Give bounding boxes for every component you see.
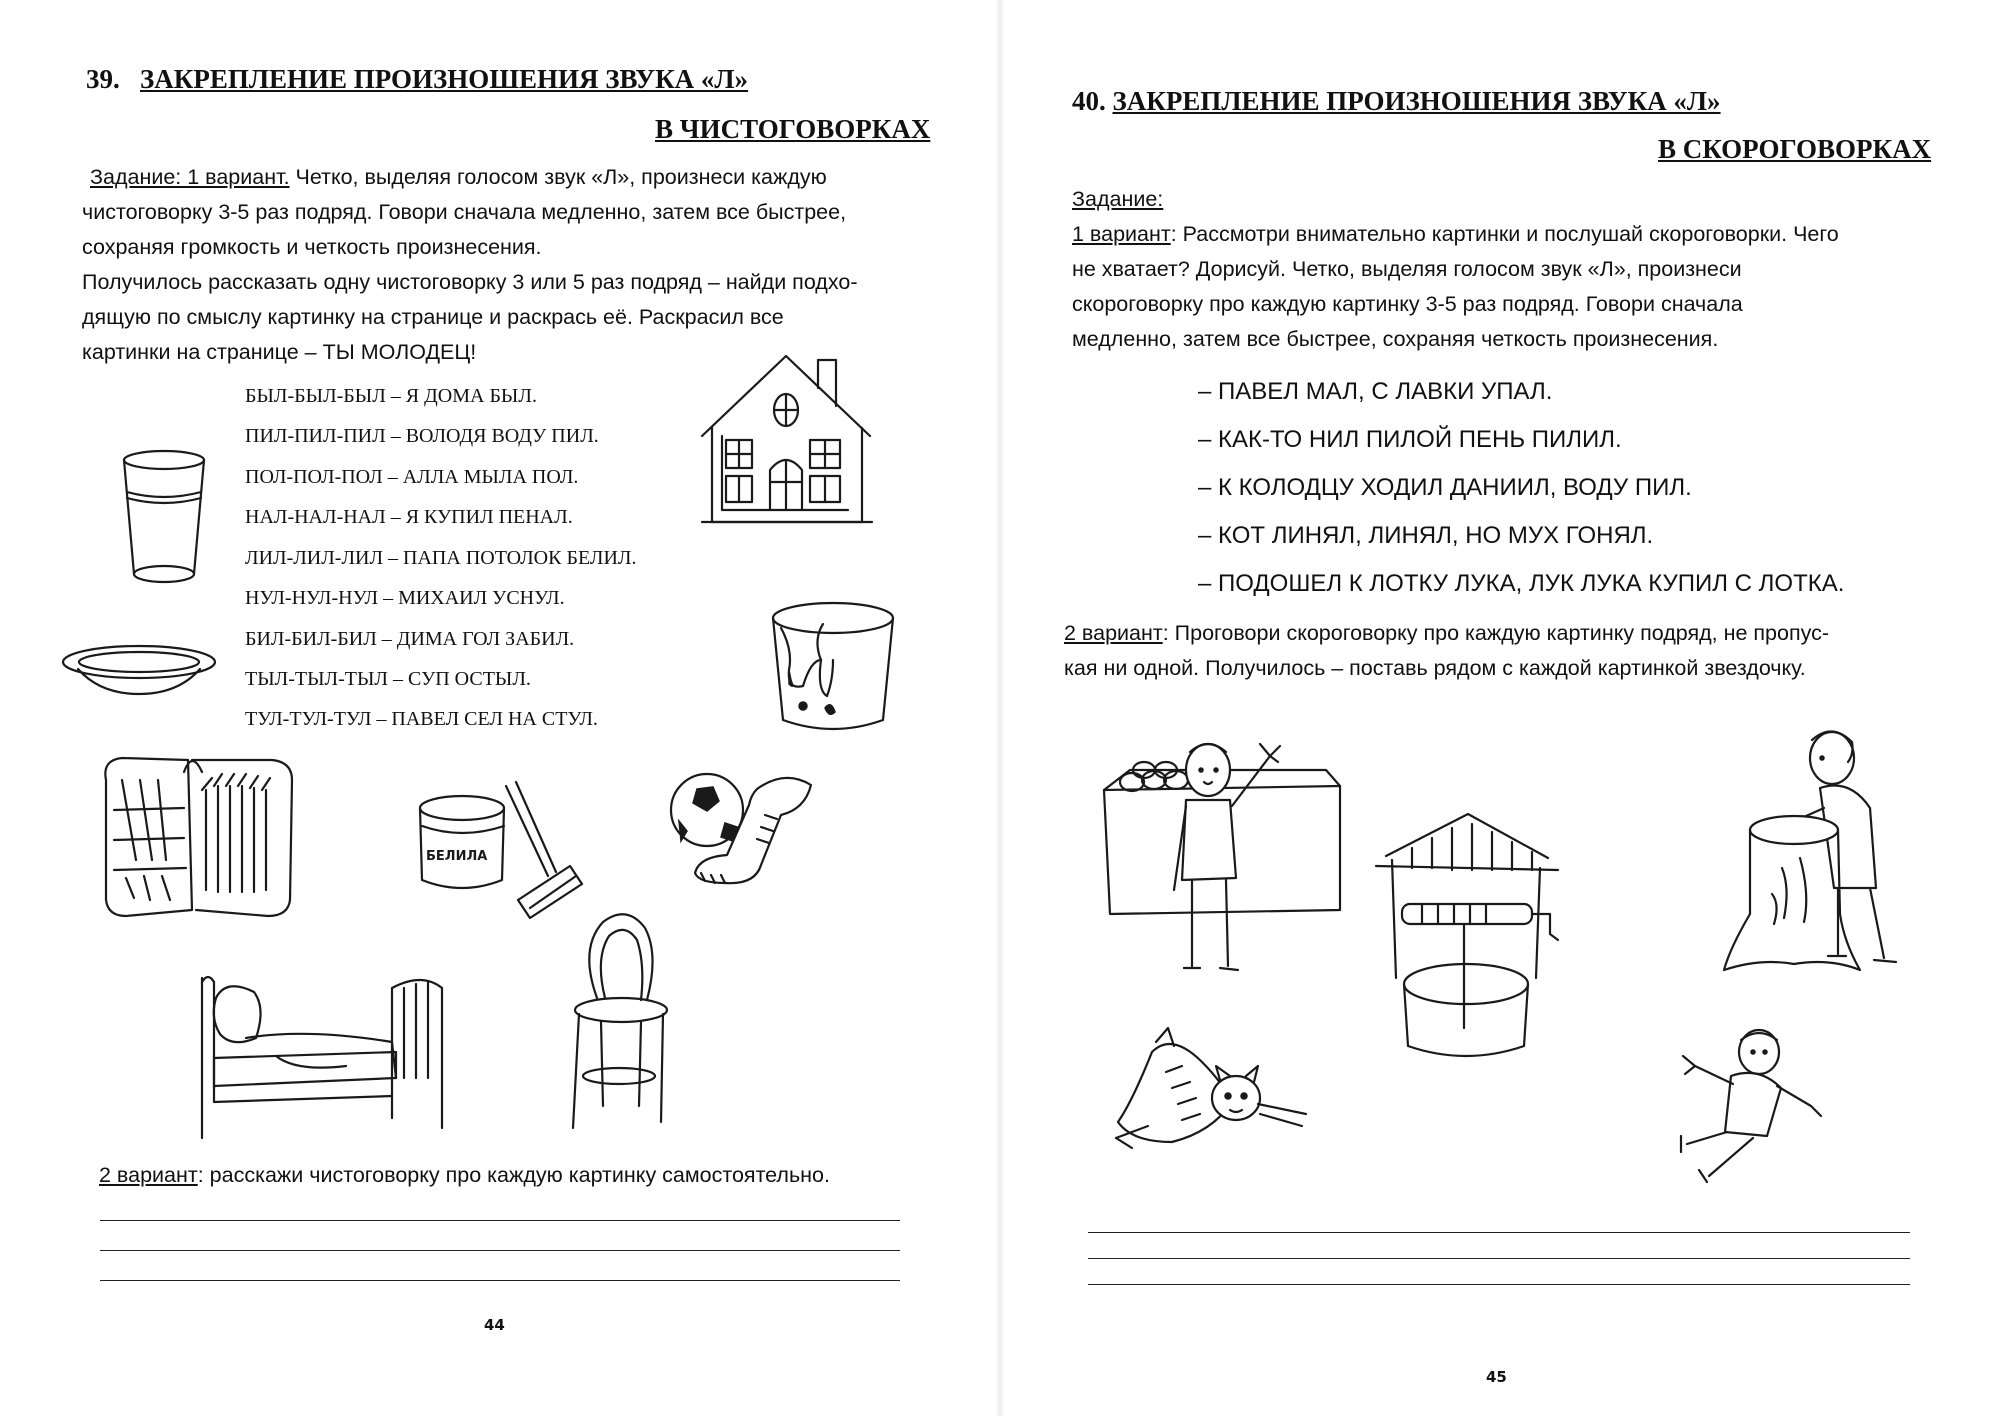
right-task-text bbox=[1072, 182, 1930, 357]
tongue-twister: – КОТ ЛИНЯЛ, ЛИНЯЛ, НО МУХ ГОНЯЛ. bbox=[1198, 522, 1654, 549]
rhyme-line bbox=[245, 547, 636, 570]
right-variant2 bbox=[1064, 616, 1934, 686]
rhyme-syllables: ЛИЛ-ЛИЛ-ЛИЛ bbox=[245, 547, 384, 569]
paint-can-picture bbox=[410, 780, 585, 940]
left-task-line1: Четко, выделяя голосом звук «Л», произнеси каждую bbox=[295, 165, 827, 189]
rhyme-syllables: НАЛ-НАЛ-НАЛ bbox=[245, 506, 386, 528]
rhyme-syllables: ПОЛ-ПОЛ-ПОЛ bbox=[245, 466, 383, 488]
rhyme-phrase: – МИХАИЛ УСНУЛ. bbox=[383, 587, 565, 609]
rhyme-syllables: БЫЛ-БЫЛ-БЫЛ bbox=[245, 385, 386, 407]
right-variant1-line4: медленно, затем все быстрее, сохраняя четкость произнесения. bbox=[1072, 327, 1719, 351]
left-heading-title: ЗАКРЕПЛЕНИЕ ПРОИЗНОШЕНИЯ ЗВУКА «Л» bbox=[140, 64, 749, 94]
rhyme-phrase: – ДИМА ГОЛ ЗАБИЛ. bbox=[381, 628, 575, 650]
right-variant1-label: 1 вариант bbox=[1072, 222, 1171, 246]
boy-sawing-stump-picture bbox=[1720, 718, 1930, 978]
left-heading bbox=[86, 64, 748, 95]
rhyme-line bbox=[245, 466, 578, 489]
rhyme-phrase: – СУП ОСТЫЛ. bbox=[393, 668, 531, 690]
house-picture bbox=[698, 350, 876, 526]
left-task-line2: чистоговорку 3-5 раз подряд. Говори сначала медленно, затем все быстрее, bbox=[82, 200, 847, 224]
right-heading-subtitle: В СКОРОГОВОРКАХ bbox=[1658, 134, 1932, 164]
right-variant1-line1: : Рассмотри внимательно картинки и послушай скороговорки. Чего bbox=[1170, 222, 1839, 246]
answer-line bbox=[100, 1220, 900, 1221]
right-variant2-line1: : Проговори скороговорку про каждую картинку подряд, не пропус- bbox=[1162, 621, 1830, 645]
tongue-twister: – КАК-ТО НИЛ ПИЛОЙ ПЕНЬ ПИЛИЛ. bbox=[1198, 426, 1622, 453]
left-task-line4: Получилось рассказать одну чистоговорку 3 или 5 раз подряд – найди подхо- bbox=[82, 270, 858, 294]
pencil-case-picture bbox=[92, 750, 302, 930]
page-number: 45 bbox=[1486, 1368, 1507, 1386]
rhyme-line bbox=[245, 668, 531, 691]
rhyme-phrase: – ВОЛОДЯ ВОДУ ПИЛ. bbox=[390, 425, 599, 447]
paint-can-label: БЕЛИЛА bbox=[426, 849, 488, 864]
well-picture bbox=[1372, 808, 1562, 1068]
bucket-picture bbox=[763, 600, 901, 740]
right-heading bbox=[1072, 86, 1721, 117]
left-heading-subtitle: В ЧИСТОГОВОРКАХ bbox=[655, 114, 931, 144]
tongue-twister: – ПАВЕЛ МАЛ, С ЛАВКИ УПАЛ. bbox=[1198, 378, 1553, 405]
chair-picture bbox=[565, 908, 675, 1138]
answer-line bbox=[1088, 1284, 1910, 1285]
rhyme-phrase: – ПАПА ПОТОЛОК БЕЛИЛ. bbox=[388, 547, 637, 569]
answer-line bbox=[1088, 1232, 1910, 1233]
left-task-line3: сохраняя громкость и четкость произнесения. bbox=[82, 235, 542, 259]
rhyme-syllables: НУЛ-НУЛ-НУЛ bbox=[245, 587, 379, 609]
rhyme-phrase: – Я КУПИЛ ПЕНАЛ. bbox=[390, 506, 573, 528]
answer-line bbox=[100, 1280, 900, 1281]
tongue-twister: – К КОЛОДЦУ ХОДИЛ ДАНИИЛ, ВОДУ ПИЛ. bbox=[1198, 474, 1692, 501]
glass-picture bbox=[118, 448, 210, 586]
left-task-line6: картинки на странице – ТЫ МОЛОДЕЦ! bbox=[82, 340, 477, 364]
rhyme-phrase: – АЛЛА МЫЛА ПОЛ. bbox=[387, 466, 579, 488]
rhyme-phrase: – ПАВЕЛ СЕЛ НА СТУЛ. bbox=[376, 708, 598, 730]
rhyme-syllables: ТУЛ-ТУЛ-ТУЛ bbox=[245, 708, 372, 730]
rhyme-syllables: ПИЛ-ПИЛ-ПИЛ bbox=[245, 425, 386, 447]
rhyme-line bbox=[245, 506, 573, 529]
answer-line bbox=[1088, 1258, 1910, 1259]
rhyme-line bbox=[245, 708, 598, 731]
left-task-label: Задание: 1 вариант. bbox=[90, 165, 290, 189]
football-picture bbox=[665, 765, 820, 905]
answer-line bbox=[100, 1250, 900, 1251]
rhyme-line bbox=[245, 587, 565, 610]
right-variant1-line3: скороговорку про каждую картинку 3-5 раз подряд. Говори сначала bbox=[1072, 292, 1743, 316]
left-variant2-label: 2 вариант bbox=[99, 1163, 198, 1187]
right-heading-title: ЗАКРЕПЛЕНИЕ ПРОИЗНОШЕНИЯ ЗВУКА «Л» bbox=[1112, 86, 1721, 116]
rhyme-line bbox=[245, 425, 599, 448]
right-page bbox=[1000, 0, 2000, 1416]
plate-picture bbox=[60, 642, 218, 696]
rhyme-syllables: ТЫЛ-ТЫЛ-ТЫЛ bbox=[245, 668, 388, 690]
left-task-line5: дящую по смыслу картинку на странице и раскрась её. Раскрасил все bbox=[82, 305, 784, 329]
rhyme-line bbox=[245, 385, 537, 408]
tongue-twister: – ПОДОШЕЛ К ЛОТКУ ЛУКА, ЛУК ЛУКА КУПИЛ С ЛОТКА. bbox=[1198, 570, 1845, 597]
rhyme-phrase: – Я ДОМА БЫЛ. bbox=[390, 385, 537, 407]
right-variant1-line2: не хватает? Дорисуй. Четко, выделяя голосом звук «Л», произнеси bbox=[1072, 257, 1742, 281]
cat-picture bbox=[1112, 1022, 1312, 1162]
right-task-label: Задание: bbox=[1072, 187, 1164, 211]
page-number: 44 bbox=[484, 1316, 505, 1334]
rhyme-line bbox=[245, 628, 574, 651]
boy-at-stall-picture bbox=[1100, 730, 1345, 990]
right-variant2-line2: кая ни одной. Получилось – поставь рядом с каждой картинкой звездочку. bbox=[1064, 656, 1806, 680]
right-variant2-label: 2 вариант bbox=[1064, 621, 1163, 645]
left-heading-number: 39. bbox=[86, 64, 120, 94]
bed-picture bbox=[196, 968, 451, 1143]
falling-boy-picture bbox=[1655, 1026, 1825, 1188]
rhyme-syllables: БИЛ-БИЛ-БИЛ bbox=[245, 628, 377, 650]
left-variant2 bbox=[99, 1158, 919, 1193]
left-task-text bbox=[82, 160, 942, 370]
left-variant2-text: : расскажи чистоговорку про каждую картинку самостоятельно. bbox=[197, 1163, 830, 1187]
right-heading-number: 40. bbox=[1072, 86, 1106, 116]
